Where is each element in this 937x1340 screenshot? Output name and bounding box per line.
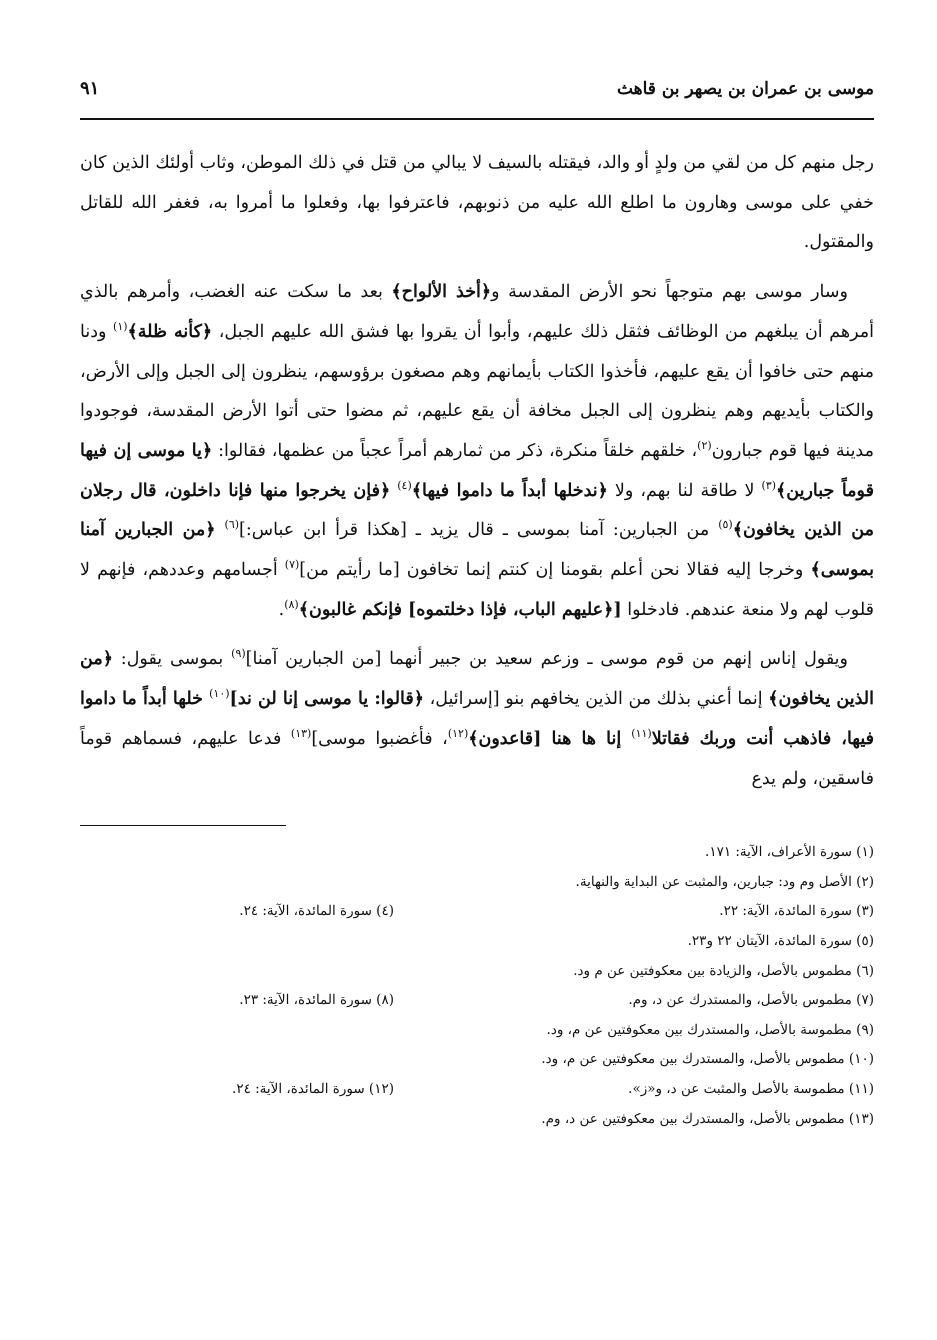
text-run: لا طاقة لنا بهم، ولا: [607, 480, 762, 501]
running-title: موسى بن عمران بن يصهر بن قاهث: [616, 79, 874, 99]
footnote: (٩) مطموسة بالأصل، والمستدرك بين معكوفتين عن م، ود.: [546, 1021, 874, 1038]
footnote-row: [80, 957, 874, 987]
footnote-row: [80, 1075, 874, 1105]
text-run: أجسامهم وعددهم، فإنهم لا قلوب لهم ولا منعة عندهم. فادخلوا: [80, 560, 874, 620]
footnote-row: [80, 868, 874, 898]
footnote: (٨) سورة المائدة، الآية: ٢٣.: [239, 992, 394, 1009]
footnote-ref: (٧): [284, 558, 300, 572]
text-run: بموسى يقول:: [112, 649, 232, 670]
footnote-ref: (٦): [224, 518, 240, 532]
footnote: (٤) سورة المائدة، الآية: ٢٤.: [239, 903, 394, 920]
footnote: (١٠) مطموس بالأصل، والمستدرك بين معكوفتين عن م، ود.: [541, 1051, 874, 1068]
text-run: ودنا منهم حتى خافوا أن يقع عليهم، فأخذوا الكتاب بأيمانهم وهم مصغون برؤوسهم، ينظرون إلى الجبل وإلى الأرض، والكتاب بأيديهم وهم ينظرون إلى الجبل مخافة أن يقع عليهم، ثم مضوا حتى أتوا الأرض المقدسة، فوجودوا مدينة فيها قوم جبارون: [80, 321, 874, 461]
footnote-ref: (٣): [761, 478, 776, 492]
quran-quote: إنا ها هنا [قاعدون﴾: [468, 728, 632, 749]
footnote-ref: (١٣): [290, 727, 312, 741]
footnote-ref: (٤): [397, 478, 412, 492]
footnote-ref: (٢): [697, 439, 712, 453]
quran-quote: ﴿كأنه ظلة﴾: [127, 321, 213, 342]
footnote-separator: [80, 825, 286, 826]
footnote-ref: (١): [113, 319, 128, 333]
paragraph-2: [80, 273, 874, 630]
quran-quote: [﴿عليهم الباب، فإذا دخلتموه] فإنكم غالبون﴾: [298, 599, 622, 620]
footnote-ref: (١١): [631, 727, 652, 741]
text-run: بعد ما سكت عنه الغضب، وأمرهم بالذي أمرهم أن يبلغهم من الوظائف فثقل ذلك عليهم، وأبوا أن يقروا بها فشق الله عليهم الجبل،: [80, 282, 874, 342]
quran-quote: ﴿ندخلها أبداً ما داموا فيها﴾: [411, 480, 608, 501]
footnote: (٢) الأصل وم ود: جبارين، والمثبت عن البداية والنهاية.: [575, 873, 874, 890]
text-run: .: [278, 599, 285, 620]
text-run: وخرجا إليه فقالا نحن أعلم بقومنا إن كنتم إنما تخافون [ما رأيتم من]: [299, 560, 811, 581]
text-run: ، خلقهم خلقاً منكرة، ذكر من ثمارهم أمراً عجباً من عظمها، فقالوا:: [212, 440, 698, 461]
footnote: (٥) سورة المائدة، الآيتان ٢٢ و٢٣.: [687, 933, 874, 950]
quran-quote: ﴿من الذين يخافون﴾: [80, 649, 874, 710]
paragraph-1: رجل منهم كل من لقي من ولدٍ أو والد، فيقتله بالسيف لا يبالي من قتل في ذلك الموطن، وثاب أولئك الذين كان خفي على موسى وهارون ما اطلع الله عليه من ذنوبهم، فاعترفوا بها، وفعلوا ما أمروا به، فغفر الله للقاتل والمقتول.: [80, 153, 874, 253]
footnote: (٧) مطموس بالأصل، والمستدرك عن د، وم.: [628, 992, 874, 1009]
footnotes: [80, 838, 874, 1134]
text-run: ويقول إناس إنهم من قوم موسى ـ وزعم سعيد بن جبير أنهما [من الجبارين آمنا]: [245, 649, 848, 670]
footnote: (١١) مطموسة بالأصل والمثبت عن د، و«ز».: [628, 1081, 874, 1097]
page-number: ٩١: [80, 78, 100, 99]
page-header: [80, 78, 874, 120]
footnote: (١٢) سورة المائدة، الآية: ٢٤.: [232, 1081, 394, 1097]
text-run: إنما أعني بذلك من الذين يخافهم بنو [إسرائيل،: [423, 689, 769, 710]
footnote: (١٣) مطموس بالأصل، والمستدرك بين معكوفتين عن د، وم.: [541, 1110, 874, 1127]
footnote-ref: (١٠): [209, 687, 230, 701]
footnote-row: [80, 1016, 874, 1046]
quran-quote: ﴿من الجبارين آمنا بموسى﴾: [80, 520, 874, 581]
footnote: (١) سورة الأعراف، الآية: ١٧١.: [705, 844, 874, 861]
footnote-ref: (١٢): [447, 727, 469, 741]
footnote-row: [80, 838, 874, 868]
footnote-ref: (٨): [284, 597, 299, 611]
text-run: ، فأغضبوا موسى]: [311, 728, 448, 749]
text-run: [216, 520, 225, 540]
paragraph-3: [80, 640, 874, 799]
footnote-row: [80, 1045, 874, 1075]
footnote-ref: (٥): [718, 518, 733, 532]
footnote: (٦) مطموس بالأصل، والزيادة بين معكوفتين عن م ود.: [573, 962, 874, 979]
text-run: فدعا عليهم، فسماهم قوماً فاسقين، ولم يدع: [80, 728, 874, 789]
footnote-row: [80, 897, 874, 927]
book-page: [80, 78, 874, 1134]
quran-quote: ﴿يا موسى إن فيها قوماً جبارين﴾: [80, 440, 874, 501]
quran-quote: ﴿قالوا: يا موسى إنا لن ند]: [229, 689, 424, 710]
quran-quote: خلها أبداً ما داموا فيها، فاذهب أنت وربك فقاتلا: [80, 689, 874, 749]
quran-quote: ﴿أخذ الألواح﴾: [391, 282, 492, 303]
text-run: وسار موسى بهم متوجهاً نحو الأرض المقدسة و: [491, 282, 849, 303]
main-text: [80, 144, 874, 799]
quran-quote: ﴿فإن يخرجوا منها فإنا داخلون، قال رجلان من الذين يخافون﴾: [80, 480, 874, 541]
footnote-row: [80, 986, 874, 1016]
text-run: من الجبارين: آمنا بموسى ـ قال يزيد ـ [هكذا قرأ ابن عباس:]: [239, 520, 719, 541]
footnote-row: [80, 1105, 874, 1135]
footnote-row: [80, 927, 874, 957]
footnote: (٣) سورة المائدة، الآية: ٢٢.: [719, 903, 874, 920]
footnote-ref: (٩): [231, 647, 246, 661]
